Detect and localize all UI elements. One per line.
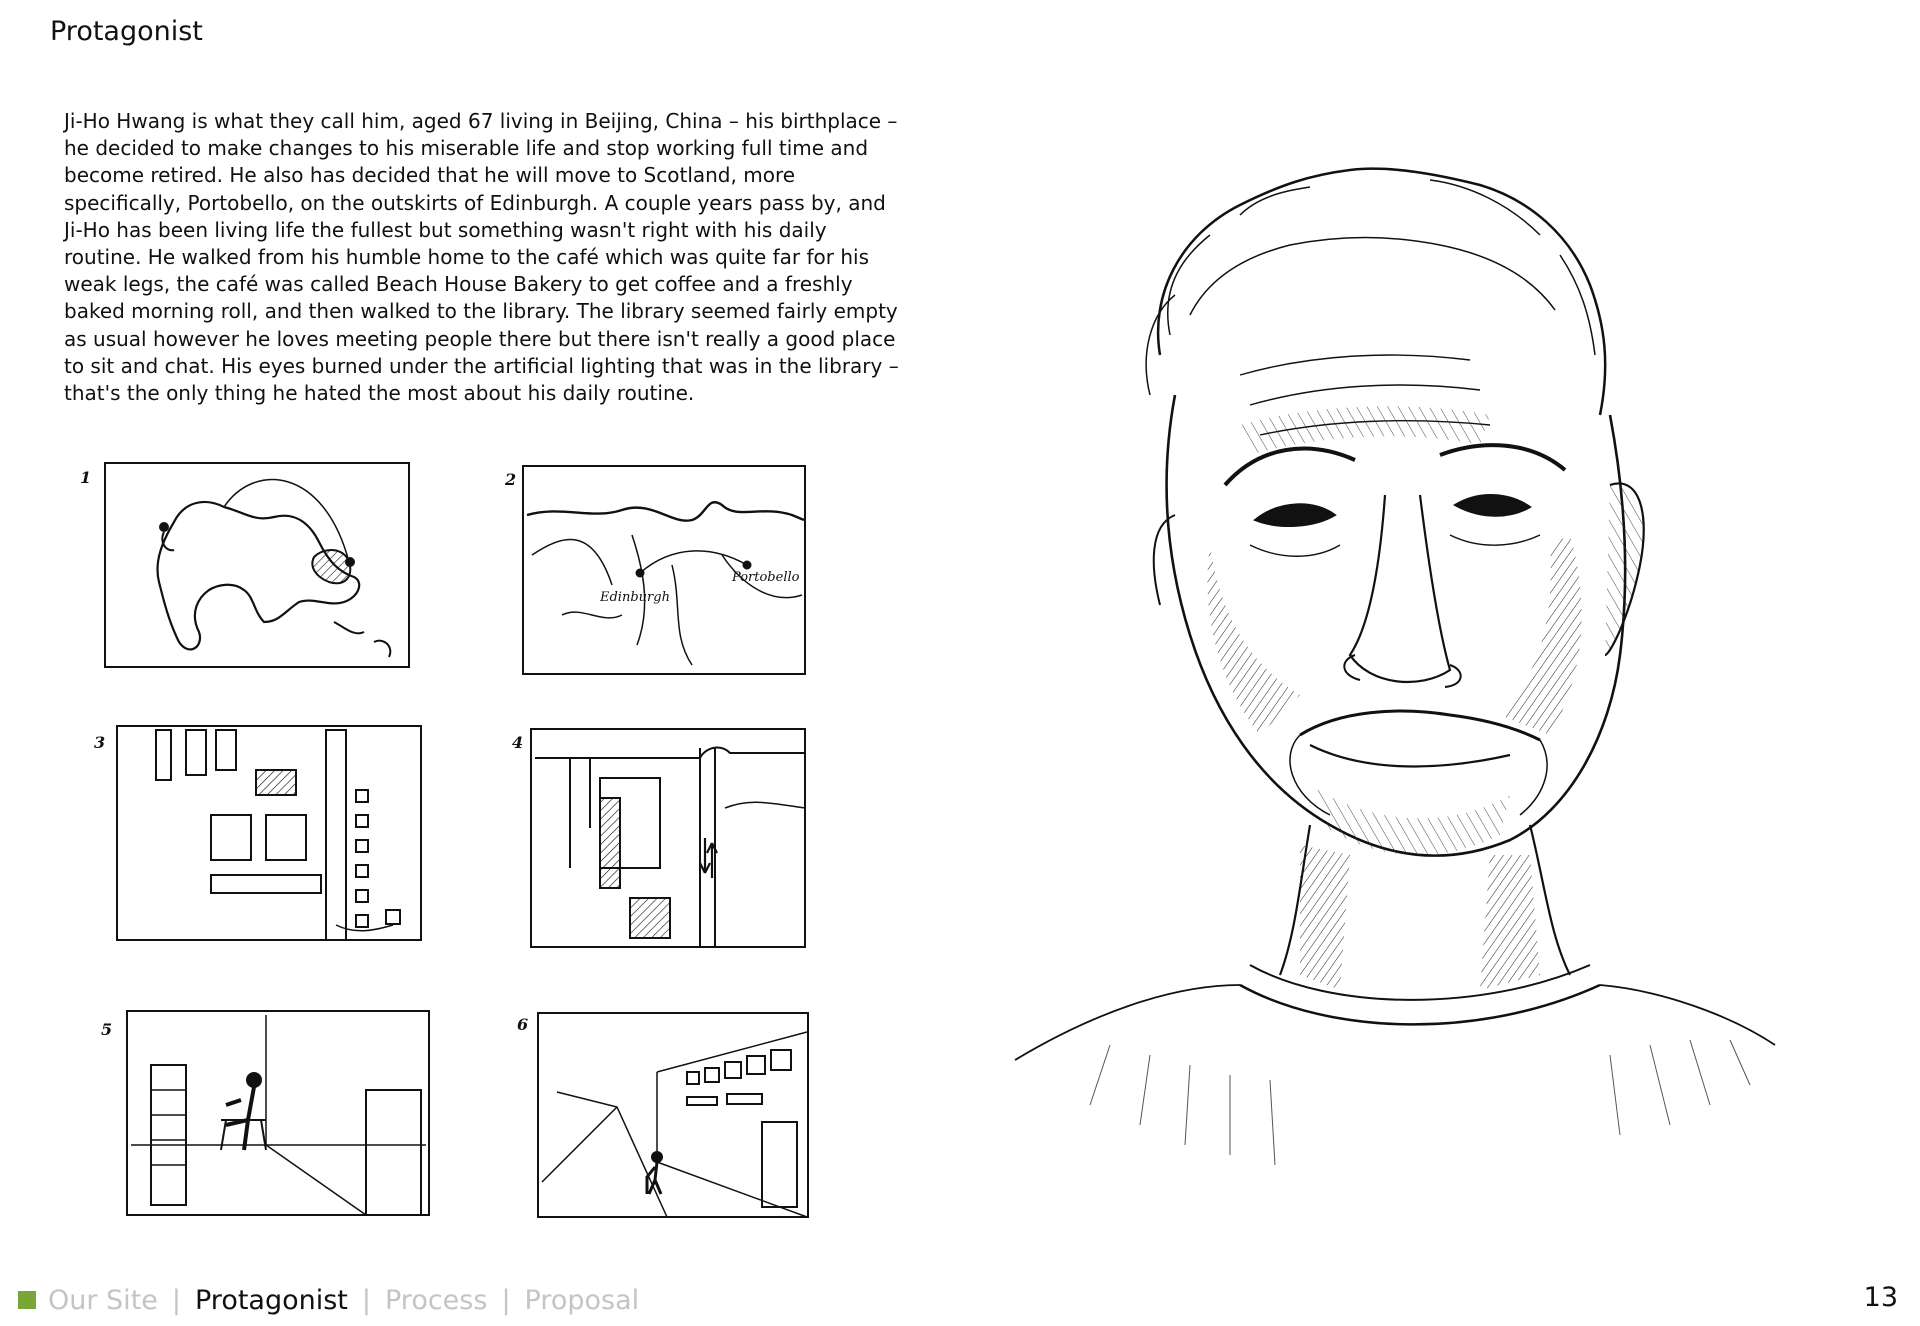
storyboard-frame-6-street-perspective xyxy=(537,1012,809,1218)
footer-nav xyxy=(18,1282,639,1318)
page-number: 13 xyxy=(1863,1282,1898,1313)
frame-number-2: 2 xyxy=(505,470,517,489)
frame-number-6: 6 xyxy=(517,1015,529,1034)
story-paragraph: Ji-Ho Hwang is what they call him, aged 67 living in Beijing, China – his birthplace – he decided to make changes to his miserable life and stop working full time and become retired. He also has decided that he will move to Scotland, more specifically, Portobello, on the outskirts of Edinburgh. A couple years pass by, and Ji-Ho has been living life the fullest but something wasn't right with his daily routine. He walked from his humble home to the café which was quite far for his weak legs, the café was called Beach House Bakery to get coffee and a freshly baked morning roll, and then walked to the library. The library seemed fairly empty as usual however he loves meeting people there but there isn't really a good place to sit and chat. His eyes burned under the artificial lighting that was in the library – that's the only thing he hated the most about his daily routine. xyxy=(64,109,899,406)
nav-accent-square xyxy=(18,1291,36,1309)
storyboard-frame-4-route-plan xyxy=(530,728,806,948)
nav-separator: | xyxy=(171,1284,181,1316)
map-label-portobello: Portobello xyxy=(732,570,800,585)
nav-separator: | xyxy=(361,1284,371,1316)
nav-link-proposal[interactable]: Proposal xyxy=(524,1284,640,1316)
storyboard-frame-2-coast-map xyxy=(522,465,806,675)
protagonist-portrait-sketch xyxy=(1010,95,1780,1175)
map-label-edinburgh: Edinburgh xyxy=(600,590,670,605)
storyboard-frame-3-street-plan xyxy=(116,725,422,941)
nav-link-protagonist[interactable]: Protagonist xyxy=(195,1284,348,1316)
frame-number-1: 1 xyxy=(80,468,92,487)
page-title: Protagonist xyxy=(50,16,203,47)
frame-number-4: 4 xyxy=(512,733,524,752)
storyboard-frame-5-library-interior xyxy=(126,1010,430,1216)
nav-link-process[interactable]: Process xyxy=(385,1284,488,1316)
nav-separator: | xyxy=(501,1284,511,1316)
storyboard-frame-1-world-map xyxy=(104,462,410,668)
nav-link-our-site[interactable]: Our Site xyxy=(48,1284,158,1316)
frame-number-5: 5 xyxy=(101,1020,113,1039)
frame-number-3: 3 xyxy=(94,733,106,752)
